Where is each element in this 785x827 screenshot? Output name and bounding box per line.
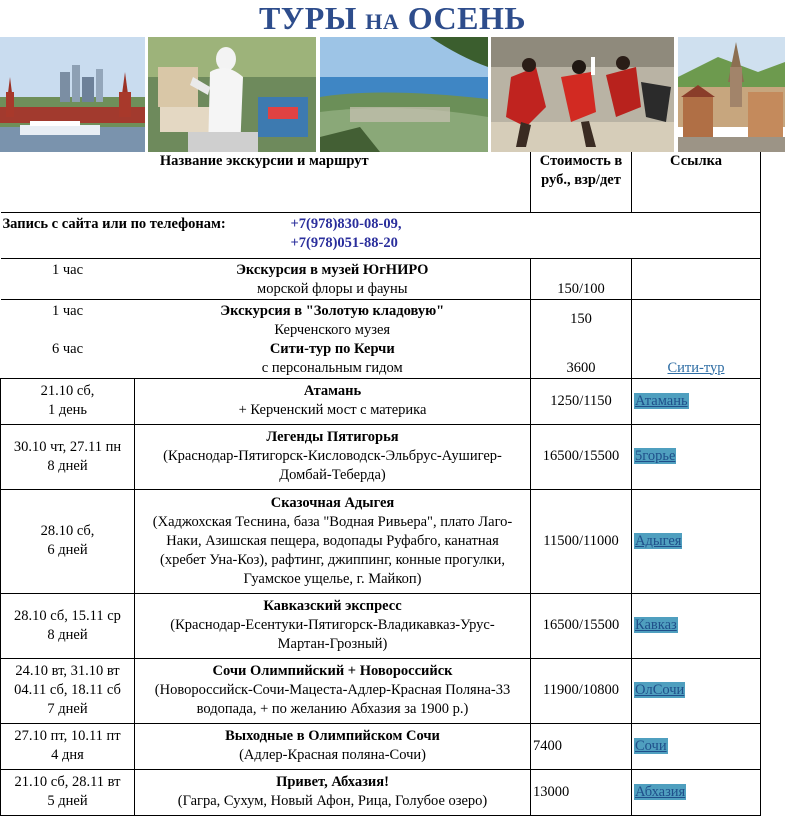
mountain-village-photo xyxy=(678,37,785,152)
tour-price: 11900/10800 xyxy=(531,658,632,723)
title-word-2: НА xyxy=(365,9,400,34)
tour-dates: 28.10 сб, xyxy=(40,523,95,539)
tour-dates-cell xyxy=(1,658,135,723)
tour-price: 1250/1150 xyxy=(531,378,632,424)
tour-link-cell xyxy=(632,489,761,593)
tour-title-cell xyxy=(135,424,531,489)
tour-link[interactable]: Сочи xyxy=(635,737,667,754)
tour-days: 5 дней xyxy=(47,793,88,809)
tour-price: 11500/11000 xyxy=(531,489,632,593)
tour-route: (Хаджохская Теснина, база "Водная Ривьера", плато Лаго-Наки, Азишская пещера, водопады Руфабго, канатная (хребет Уна-Коз), рафтинг, джиппинг, конные прогулки, Гуамское ущелье, г. Майкоп) xyxy=(152,513,513,587)
tours-table xyxy=(0,152,761,816)
tour-link[interactable]: Адыгея xyxy=(635,532,682,549)
header-route: Название экскурсии и маршрут xyxy=(1,152,531,212)
tour-link[interactable]: 5горье xyxy=(635,448,676,464)
excursion-subtitle: с персональным гидом xyxy=(261,359,403,376)
excursion-price xyxy=(531,299,632,340)
tour-dates: 21.10 сб, xyxy=(40,383,95,399)
tour-route: (Краснодар-Есентуки-Пятигорск-Владикавказ-Урус-Мартан-Грозный) xyxy=(170,617,495,652)
tour-route: + Керченский мост с материка xyxy=(238,402,427,418)
tour-dates-cell xyxy=(1,593,135,658)
tour-title: Привет, Абхазия! xyxy=(276,774,389,790)
tour-row xyxy=(1,769,761,815)
tour-dates: 30.10 чт, 27.11 пн xyxy=(13,438,122,455)
tour-link-cell xyxy=(632,593,761,658)
phone-2[interactable]: +7(978)051-88-20 xyxy=(290,234,398,251)
excursion-link-cell xyxy=(632,340,761,379)
tour-row xyxy=(1,424,761,489)
excursion-price-text: 150/100 xyxy=(557,280,605,297)
excursion-duration: 6 час xyxy=(51,340,84,357)
excursion-title: Экскурсия в "Золотую кладовую" xyxy=(220,302,445,319)
moscow-kremlin-photo xyxy=(0,37,145,152)
page-title xyxy=(0,0,785,36)
tour-route: (Адлер-Красная поляна-Сочи) xyxy=(239,747,426,763)
excursion-price-text: 150 xyxy=(570,311,592,327)
tour-days: 1 день xyxy=(47,402,88,418)
novorossiysk-bay-photo xyxy=(320,37,488,152)
tour-link[interactable]: Кавказ xyxy=(635,617,677,633)
tour-title-cell xyxy=(135,723,531,769)
tour-days: 4 дня xyxy=(51,747,84,763)
tour-days: 8 дней xyxy=(47,457,88,474)
excursion-title: Сити-тур по Керчи xyxy=(269,340,395,357)
title-word-3: ОСЕНЬ xyxy=(407,0,527,36)
tour-row xyxy=(1,489,761,593)
excursion-row xyxy=(1,299,761,340)
tour-title-cell xyxy=(135,378,531,424)
tour-link-cell xyxy=(632,658,761,723)
tour-dates-cell xyxy=(1,723,135,769)
excursion-duration: 1 час xyxy=(1,299,135,340)
tour-link-cell xyxy=(632,769,761,815)
excursion-duration: 1 час xyxy=(1,258,135,299)
tour-price: 13000 xyxy=(531,769,632,815)
tour-row xyxy=(1,593,761,658)
tour-days: 8 дней xyxy=(47,626,88,643)
excursion-row xyxy=(1,340,761,379)
caucasus-dancers-photo xyxy=(491,37,674,152)
tour-dates: 21.10 сб, 28.11 вт xyxy=(14,774,121,790)
excursion-title-cell xyxy=(135,258,531,299)
tour-price: 16500/15500 xyxy=(531,424,632,489)
header-price: Стоимость в руб., взр/дет xyxy=(531,152,632,212)
excursion-link-cell xyxy=(632,299,761,340)
tour-dates: 24.10 вт, 31.10 вт 04.11 сб, 18.11 сб xyxy=(14,663,121,698)
header-link: Ссылка xyxy=(632,152,761,212)
tour-days: 7 дней xyxy=(47,701,88,717)
tour-title-cell xyxy=(135,489,531,593)
contact-cell xyxy=(1,212,761,258)
excursion-title-cell xyxy=(135,340,531,379)
tour-row xyxy=(1,658,761,723)
excursion-subtitle: морской флоры и фауны xyxy=(257,280,408,297)
table-header-row xyxy=(1,152,761,212)
pyatigorsk-statue-photo xyxy=(148,37,316,152)
tour-row xyxy=(1,378,761,424)
excursion-title: Экскурсия в музей ЮгНИРО xyxy=(236,261,429,278)
tour-title: Кавказский экспресс xyxy=(263,598,402,614)
city-tour-link[interactable]: Сити-тур xyxy=(667,359,725,376)
tour-link[interactable]: Абхазия xyxy=(635,783,686,800)
tour-dates: 28.10 сб, 15.11 ср xyxy=(14,607,121,624)
tour-title-cell xyxy=(135,593,531,658)
tour-title: Атамань xyxy=(303,383,362,399)
excursion-price xyxy=(531,258,632,299)
tour-title: Сочи Олимпийский + Новороссийск xyxy=(212,663,453,679)
tour-title: Сказочная Адыгея xyxy=(270,494,395,511)
excursion-row xyxy=(1,258,761,299)
tour-route: (Краснодар-Пятигорск-Кисловодск-Эльбрус-Аушигер-Домбай-Теберда) xyxy=(163,448,502,483)
excursion-subtitle: Керченского музея xyxy=(274,321,391,338)
tour-dates-cell xyxy=(1,769,135,815)
excursion-title-cell xyxy=(135,299,531,340)
tour-link[interactable]: Атамань xyxy=(635,392,688,409)
tour-route: (Новороссийск-Сочи-Мацеста-Адлер-Красная Поляна-33 водопада, + по желанию Абхазия за 1900 р.) xyxy=(154,682,511,717)
tour-route: (Гагра, Сухум, Новый Афон, Рица, Голубое озеро) xyxy=(177,793,488,809)
tour-link-cell xyxy=(632,723,761,769)
excursion-link-cell xyxy=(632,258,761,299)
tour-link-cell xyxy=(632,378,761,424)
contact-row xyxy=(1,212,761,258)
tour-price: 7400 xyxy=(531,723,632,769)
excursion-price xyxy=(531,340,632,379)
excursion-price-text: 3600 xyxy=(566,359,596,376)
tour-title: Легенды Пятигорья xyxy=(266,429,399,445)
photo-strip xyxy=(0,37,785,152)
tour-dates: 27.10 пт, 10.11 пт xyxy=(14,728,121,744)
tour-row xyxy=(1,723,761,769)
tour-title: Выходные в Олимпийском Сочи xyxy=(225,728,440,744)
tour-link[interactable]: ОлСочи xyxy=(635,682,685,698)
tour-link-cell xyxy=(632,424,761,489)
title-word-1: ТУРЫ xyxy=(258,0,357,36)
tour-price: 16500/15500 xyxy=(531,593,632,658)
tour-title-cell xyxy=(135,769,531,815)
tour-days: 6 дней xyxy=(47,542,88,558)
tour-dates-cell xyxy=(1,489,135,593)
phone-1[interactable]: +7(978)830-08-09, xyxy=(290,215,402,232)
contact-label: Запись с сайта или по телефонам: xyxy=(2,215,226,232)
tour-dates-cell xyxy=(1,378,135,424)
tour-dates-cell xyxy=(1,424,135,489)
tour-title-cell xyxy=(135,658,531,723)
